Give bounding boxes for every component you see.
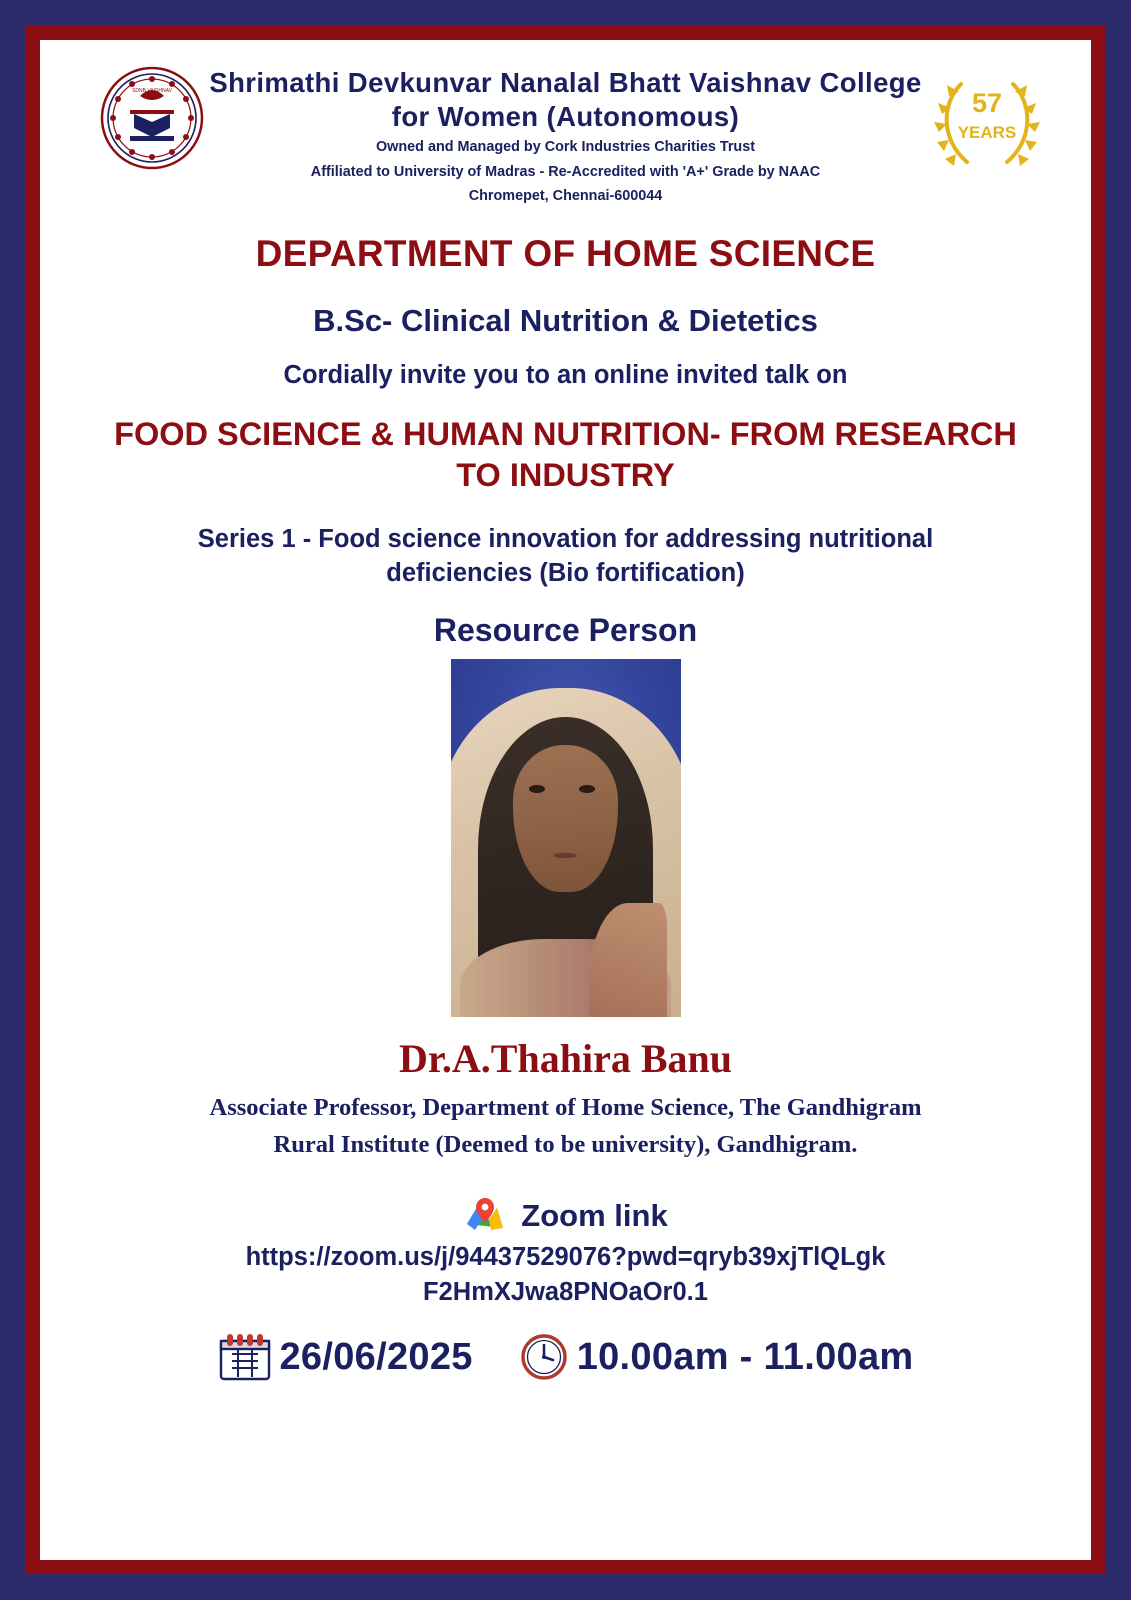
time-group xyxy=(519,1332,914,1382)
series-subtitle: Series 1 - Food science innovation for addressing nutritional deficiencies (Bio fortification) xyxy=(197,525,934,587)
speaker-name: Dr.A.Thahira Banu xyxy=(398,1036,733,1082)
college-address-line: Chromepet, Chennai-600044 xyxy=(468,188,663,205)
date-group xyxy=(218,1332,473,1382)
clock-icon xyxy=(519,1332,569,1382)
svg-text:SDNB VAISHNAV: SDNB VAISHNAV xyxy=(132,88,172,94)
invitation-text: Cordially invite you to an online invited talk on xyxy=(283,360,848,389)
college-crest-icon xyxy=(100,66,204,170)
poster-border xyxy=(26,26,1105,1574)
map-pin-icon xyxy=(463,1194,507,1238)
poster-sheet xyxy=(40,40,1091,1560)
zoom-label: Zoom link xyxy=(521,1197,668,1233)
anniversary-number: 57 xyxy=(971,88,1003,118)
college-affiliation-line: Affiliated to University of Madras - Re-Accredited with 'A+' Grade by NAAC xyxy=(310,163,821,180)
department-title: DEPARTMENT OF HOME SCIENCE xyxy=(255,232,876,274)
resource-person-heading: Resource Person xyxy=(433,612,698,649)
talk-title: FOOD SCIENCE & HUMAN NUTRITION- FROM RESEARCH TO INDUSTRY xyxy=(114,415,1017,494)
zoom-link-row xyxy=(463,1194,667,1238)
course-title: B.Sc- Clinical Nutrition & Dietetics xyxy=(313,302,818,338)
college-owned-line: Owned and Managed by Cork Industries Charities Trust xyxy=(375,139,756,156)
anniversary-badge xyxy=(927,64,1047,176)
portrait-face xyxy=(513,745,619,892)
zoom-url[interactable]: https://zoom.us/j/94437529076?pwd=qryb39xjTlQLgkF2HmXJwa8PNOaOr0.1 xyxy=(245,1242,886,1307)
anniversary-label: YEARS xyxy=(957,123,1017,142)
event-time: 10.00am - 11.00am xyxy=(576,1335,914,1378)
college-name: Shrimathi Devkunvar Nanalal Bhatt Vaishnav College for Women (Autonomous) xyxy=(209,67,922,132)
speaker-affiliation: Associate Professor, Department of Home Science, The Gandhigram Rural Institute (Deemed to be university), Gandhigram. xyxy=(209,1094,922,1159)
portrait-mouth xyxy=(554,853,577,859)
poster-header xyxy=(74,58,1057,207)
poster-footer xyxy=(74,1332,1057,1386)
portrait-eye-left xyxy=(529,785,545,793)
event-date: 26/06/2025 xyxy=(279,1335,473,1378)
portrait-eye-right xyxy=(579,785,595,793)
calendar-icon xyxy=(218,1332,272,1382)
speaker-portrait xyxy=(451,659,681,1017)
